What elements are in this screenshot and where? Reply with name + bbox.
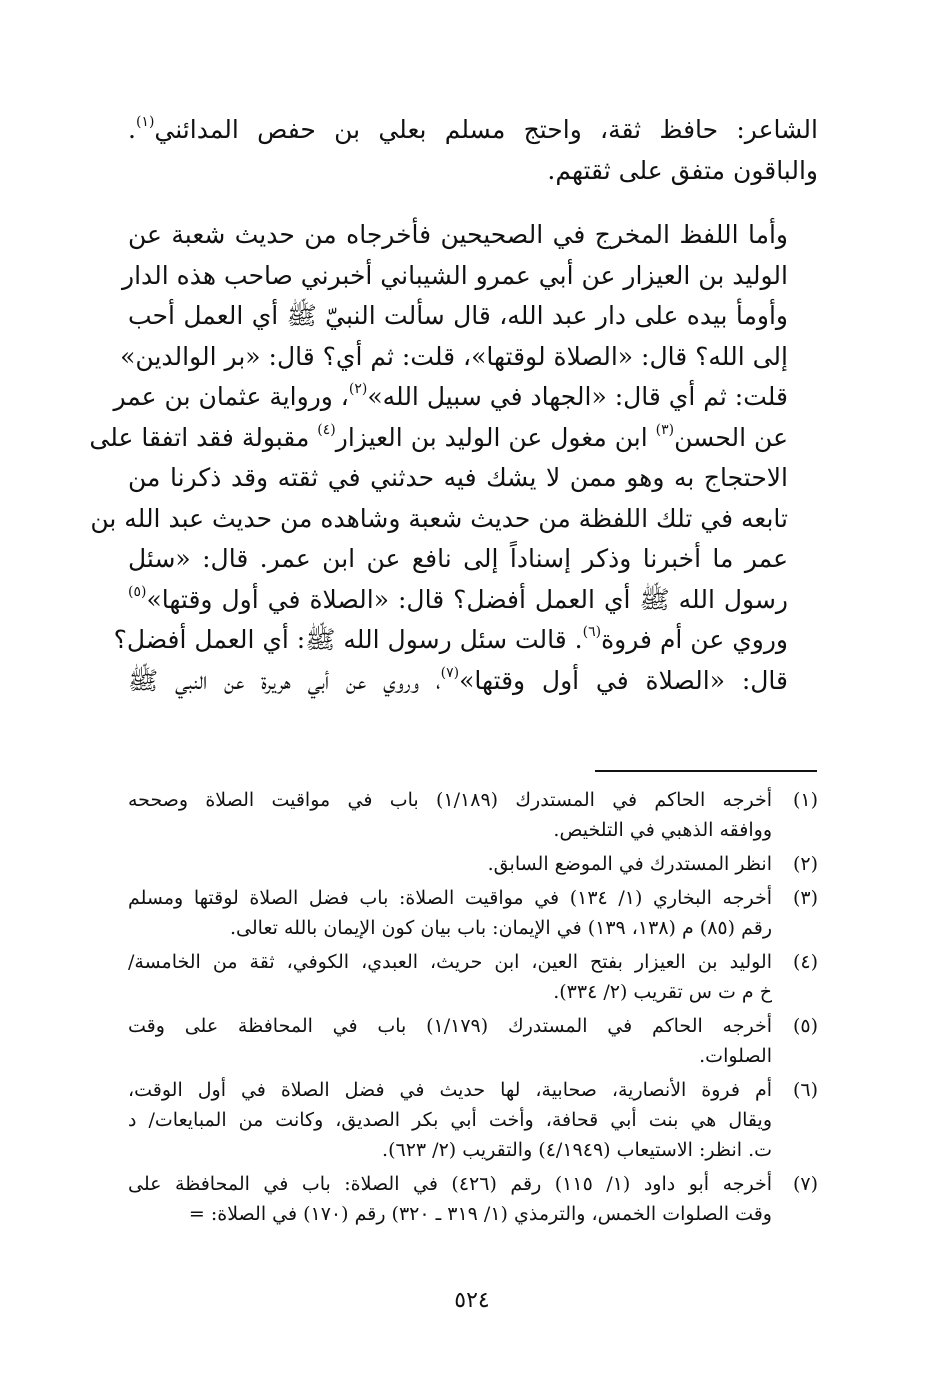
footnote-ref[interactable]: (٦): [582, 624, 602, 640]
line-text: وروي عن أم فروة: [601, 625, 788, 654]
text-line: [128, 458, 818, 499]
footnote-number: (١): [792, 789, 818, 811]
footnote-line: رقم (٨٥) م (١٣٨، ١٣٩) في الإيمان: باب بيان كون الإيمان بالله تعالى.: [230, 917, 772, 939]
text-line: [90, 499, 818, 540]
footnote-text: [128, 947, 772, 1007]
text-line: [122, 256, 818, 297]
footnote-ref[interactable]: (٥): [128, 583, 147, 600]
footnote-line: ويقال هي بنت أبي قحافة، وأخت أبي بكر الصديق، وكانت من المبايعات/ د: [128, 1109, 772, 1131]
footnote-ref[interactable]: (١): [135, 114, 155, 130]
footnote-text: [128, 1169, 772, 1229]
footnote-line: أخرجه الحاكم في المستدرك (١/١٨٩) باب في مواقيت الصلاة وصححه: [128, 789, 772, 811]
line-text: .: [128, 115, 136, 144]
footnote: [128, 1169, 818, 1229]
footnote-ref[interactable]: (٢): [348, 381, 368, 397]
footnote-line: أخرجه الحاكم في المستدرك (١/١٧٩) باب في المحافظة على وقت: [128, 1015, 772, 1037]
text-line: [128, 296, 818, 337]
footnote: [128, 947, 818, 1007]
line-text: وأما اللفظ المخرج في الصحيحين فأخرجاه من حديث شعبة عن: [128, 220, 788, 249]
line-text: ، ورواية عثمان بن عمر: [113, 382, 349, 411]
footnote-ref[interactable]: (٧): [440, 664, 460, 681]
text-line: [128, 661, 818, 702]
line-text: عمر ما أخبرنا وذكر إسناداً إلى نافع عن ابن عمر. قال: «سئل: [128, 544, 788, 573]
footnote-line: انظر المستدرك في الموضع السابق.: [487, 853, 772, 875]
line-text: الاحتجاج به وهو ممن لا يشك فيه حدثني في ثقته وقد ذكرنا من: [128, 463, 788, 492]
footnote-line: وقت الصلوات الخمس، والترمذي (١/ ٣١٩ ـ ٣٢٠) رقم (١٧٠) في الصلاة: =: [188, 1203, 772, 1225]
page-number: ٥٢٤: [454, 1288, 490, 1313]
footnote-text: [128, 883, 772, 943]
line-text: عن الحسن: [674, 422, 788, 452]
line-text: مقبولة فقد اتفقا على: [89, 422, 318, 452]
main-text: [89, 110, 818, 701]
footnote-ref[interactable]: (٣): [655, 421, 675, 438]
footnote: [128, 849, 818, 879]
footnote-line: الوليد بن العيزار بفتح العين، ابن حريث، العبدي، الكوفي، ثقة من الخامسة/: [128, 951, 772, 973]
line-text: ، وروي عن أبي هريرة عن النبي ﷺ: [128, 665, 441, 695]
footnote: [128, 1011, 818, 1071]
footnote-line: ووافقه الذهبي في التلخيص.: [553, 819, 772, 841]
line-text: تابعه في تلك اللفظة من حديث شعبة وشاهده من حديث عبد الله بن: [90, 503, 788, 533]
footnote-text: [128, 1011, 772, 1071]
text-line: [120, 337, 818, 378]
footnote-number: (٤): [792, 951, 818, 973]
text-line: [128, 110, 818, 151]
footnote-line: ت. انظر: الاستيعاب (٤/١٩٤٩) والتقريب (٢/ ٦٢٣).: [382, 1139, 772, 1161]
text-line: [128, 215, 818, 256]
line-text: رسول الله ﷺ أي العمل أفضل؟ قال: «الصلاة في أول وقتها»: [146, 584, 788, 614]
line-text: قال: «الصلاة في أول وقتها»: [459, 665, 788, 695]
paragraph-2: [89, 215, 818, 701]
footnote-number: (٥): [792, 1015, 818, 1037]
footnote-line: أخرجه أبو داود (١/ ١١٥) رقم (٤٢٦) في الصلاة: باب في المحافظة على: [128, 1173, 773, 1195]
footnote-line: خ م ت س تقريب (٢/ ٣٣٤).: [553, 981, 772, 1003]
text-line: [89, 418, 818, 459]
footnote-number: (٣): [792, 887, 818, 909]
text-line: [128, 151, 818, 192]
line-text: الوليد بن العيزار عن أبي عمرو الشيباني أخبرني صاحب هذه الدار: [122, 260, 788, 290]
line-text: ابن مغول عن الوليد بن العيزار: [335, 422, 656, 452]
text-line: [128, 539, 818, 580]
text-line: [113, 377, 818, 418]
footnote-number: (٦): [792, 1079, 818, 1101]
line-text: وأومأ بيده على دار عبد الله، قال سألت النبيّ ﷺ أي العمل أحب: [128, 301, 788, 330]
line-text: إلى الله؟ قال: «الصلاة لوقتها»، قلت: ثم أي؟ قال: «بر الوالدين»: [120, 341, 788, 371]
footnotes: [128, 785, 818, 1233]
footnote: [128, 1075, 818, 1165]
footnote-ref[interactable]: (٤): [317, 421, 336, 438]
footnote-number: (٧): [792, 1173, 818, 1195]
line-text: . قالت سئل رسول الله ﷺ: أي العمل أفضل؟: [113, 625, 583, 654]
paragraph-1: [128, 110, 818, 191]
footnote-line: الصلوات.: [699, 1045, 772, 1067]
footnote: [128, 883, 818, 943]
footnote-line: أم فروة الأنصارية، صحابية، لها حديث في فضل الصلاة في أول الوقت،: [128, 1079, 772, 1101]
footnote: [128, 785, 818, 845]
footnote-text: [128, 849, 772, 879]
footnote-number: (٢): [792, 853, 818, 875]
line-text: والباقون متفق على ثقتهم.: [547, 155, 818, 185]
footnote-text: [128, 785, 772, 845]
footnote-separator: [595, 770, 817, 772]
text-line: [113, 620, 818, 661]
footnote-line: أخرجه البخاري (١/ ١٣٤) في مواقيت الصلاة: باب فضل الصلاة لوقتها ومسلم: [128, 887, 772, 909]
line-text: قلت: ثم أي قال: «الجهاد في سبيل الله»: [367, 382, 788, 411]
line-text: الشاعر: حافظ ثقة، واحتج مسلم بعلي بن حفص المدائني: [154, 115, 818, 144]
text-line: [128, 580, 818, 621]
footnote-text: [128, 1075, 772, 1165]
